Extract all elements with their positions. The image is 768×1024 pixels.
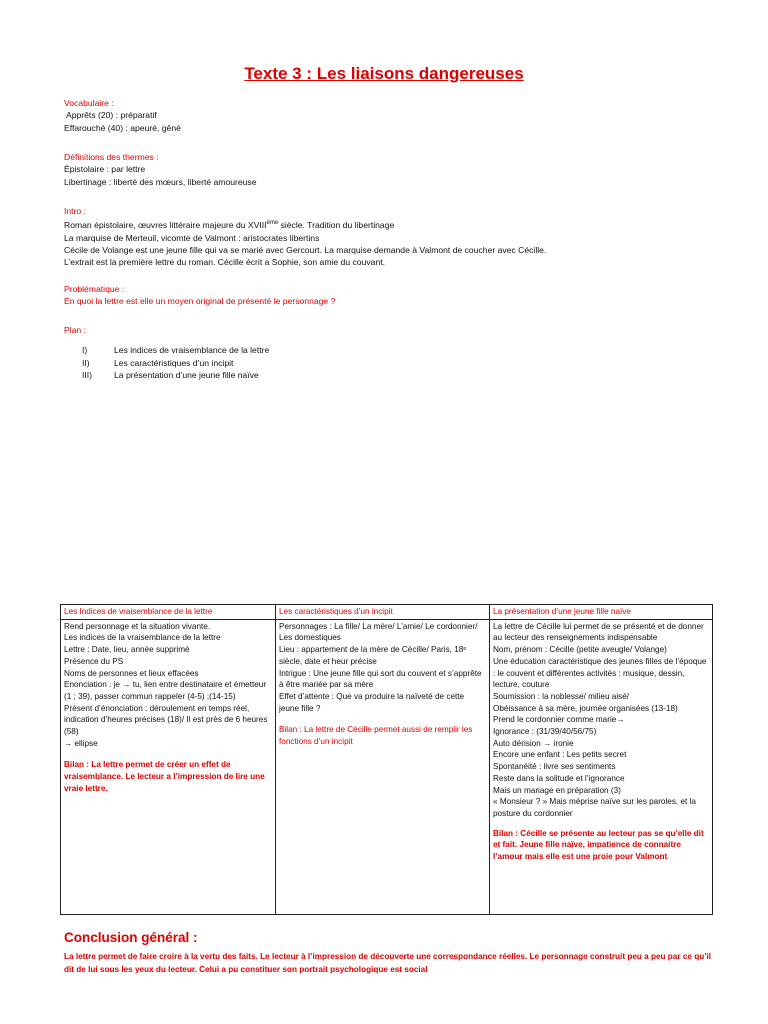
table-cell-vraisemblance — [61, 619, 276, 914]
table-header-cell: Les Indices de vraisemblance de la lettre — [61, 605, 276, 620]
plan-item-number: I) — [82, 345, 88, 356]
table-cell-line: Lieu : appartement de la mère de Cécille/ Paris, 18ᵉ siècle, date et heur précise — [279, 645, 467, 666]
table-header-cell: Les caractéristiques d’un incipit — [276, 605, 490, 620]
intro-line1-rest: siècle. Tradition du libertinage — [278, 220, 395, 231]
bilan-text: Bilan : Cécille se présente au lecteur pas se qu’elle dit et fait. Jeune fille naïve, impatience de connaitre l’amour mais elle est une proie pour Valmont — [493, 828, 704, 862]
table-cell-line: Ignorance : (31/39/40/56/75) — [493, 727, 597, 737]
table-cell-line: Enonciation : je → tu, lien entre destinataire et émetteur (1 ; 39), passer commun rappeler (4-5) ;(14-15) — [64, 680, 267, 701]
conclusion-heading: Conclusion général : — [64, 930, 198, 945]
table-cell-line: Personnages : La fille/ La mère/ L’amie/ Le cordonnier/ Les domestiques — [279, 621, 478, 643]
plan-item-number: III) — [82, 370, 93, 381]
definition-line: Épistolaire : par lettre — [64, 164, 146, 175]
table-cell-line: Présent d’énonciation : déroulement en temps réel, indication d’heures précises (18)/ Il est près de 6 heures (58) — [64, 703, 268, 737]
vocab-line: Effarouché (40) : apeuré, gêné — [64, 122, 181, 133]
plan-item — [64, 344, 714, 356]
table-row — [61, 619, 713, 914]
plan-item — [64, 357, 714, 369]
intro-section — [64, 205, 714, 269]
problematique-section — [64, 283, 714, 308]
intro-line: La marquise de Merteuil, vicomte de Valmont : aristocrates libertins — [64, 232, 320, 243]
table-cell-line: Auto dérision → ironie — [493, 738, 574, 748]
vocabulaire-section — [64, 97, 714, 134]
definition-line: Libertinage : liberté des mœurs, liberté amoureuse — [64, 176, 257, 187]
plan-item-text: Les indices de vraisemblance de la lettre — [114, 345, 270, 356]
table-cell-line: Obéissance à sa mère, journée organisées (13-18) — [493, 703, 678, 713]
table-cell-line: « Monsieur ? » Mais méprise naïve sur les paroles, et la posture du cordonnier — [493, 797, 696, 818]
intro-line — [64, 217, 714, 231]
definitions-heading: Définitions des thermes : — [64, 152, 159, 162]
table-cell-line: La lettre de Cécille lui permet de se présenté et de donner au lecteur des renseignements indispensable — [493, 621, 704, 643]
table-cell-line: Lettre : Date, lieu, année supprimé — [64, 645, 190, 655]
bilan-text: Bilan : La lettre de Cécille permet aussi de remplir les fonctions d’un incipit — [279, 725, 473, 747]
table-cell-line: Nom, prénom : Cécille (petite aveugle/ Volange) — [493, 645, 667, 655]
vocab-line: Apprêts (20) : préparatif — [66, 110, 157, 121]
plan-section — [64, 324, 714, 382]
table-cell-line: Mais un mariage en préparation (3) — [493, 785, 621, 795]
table-cell-line: Soumission : la noblesse/ milieu aisé/ — [493, 691, 630, 701]
document-title: Texte 3 : Les liaisons dangereuses — [244, 64, 524, 83]
plan-item-text: La présentation d’une jeune fille naïve — [114, 370, 259, 381]
table-cell-line: Intrigue : Une jeune fille qui sort du couvent et s’apprête à être mariée par sa mère — [279, 668, 482, 690]
plan-heading: Plan : — [64, 325, 86, 335]
table-cell-line: → ellipse — [64, 738, 98, 748]
bilan-text: Bilan : La lettre permet de créer un effet de vraisemblance. Le lecteur a l’impression de lire une vraie lettre. — [64, 760, 265, 793]
table-cell-line: Les indices de la vraisemblance de la lettre — [64, 633, 221, 643]
intro-line1-text: Roman épistolaire, œuvres littéraire majeure du XVIII — [64, 220, 267, 231]
table-cell-line: Spontanéité : livre ses sentiments — [493, 762, 616, 772]
table-cell-line: Rend personnage et la situation vivante. — [64, 621, 211, 631]
problematique-heading: Problématique : — [64, 284, 125, 294]
problematique-text: En quoi la lettre est elle un moyen original de présenté le personnage ? — [64, 296, 336, 307]
conclusion-text: La lettre permet de faire croire à la vertu des faits. Le lecteur à l’impression de découverte une correspondance réelles. Le personnage construit peu a peu par ce qu’il dit de lui sous les yeux du lecteur. Celui a pu constituer son portrait psychologique est social — [64, 952, 712, 974]
table-cell-line: Encore une enfant : Les petits secret — [493, 750, 627, 760]
table-cell-line: Effet d’attente : Que va produire la naïveté de cette jeune fille ? — [279, 691, 465, 713]
table-cell-line: Une éducation caractéristique des jeunes filles de l’époque : le couvent et différentes activités : musique, dessin, lecture, couture — [493, 656, 707, 690]
plan-item-text: Les caractéristiques d’un incipit — [114, 357, 234, 368]
intro-line: L’extrait est la première lettre du roman. Cécille écrit a Sophie, son amie du couvant. — [64, 257, 385, 268]
definitions-section — [64, 151, 714, 188]
table-cell-line: Présence du PS — [64, 656, 124, 666]
table-header-row — [61, 605, 713, 620]
table-cell-incipit — [276, 619, 490, 914]
table-header-cell: La présentation d’une jeune fille naïve — [490, 605, 713, 620]
intro-line: Cécile de Volange est une jeune fille qui va se marié avec Gercourt. La marquise demande à Valmont de coucher avec Cécille. — [64, 245, 547, 256]
plan-item — [64, 369, 714, 381]
intro-line1-sup: ème — [266, 220, 279, 227]
intro-heading: Intro : — [64, 206, 86, 216]
table-cell-jeune-fille — [490, 619, 713, 914]
table-cell-line: Prend le cordonnier comme marie→ — [493, 715, 625, 725]
vocabulaire-heading: Vocabulaire : — [64, 98, 114, 108]
table-cell-line: Noms de personnes et lieux effacées — [64, 668, 199, 678]
analysis-table — [60, 604, 713, 915]
table-cell-line: Reste dans la solitude et l’ignorance — [493, 773, 625, 783]
plan-item-number: II) — [82, 357, 90, 368]
